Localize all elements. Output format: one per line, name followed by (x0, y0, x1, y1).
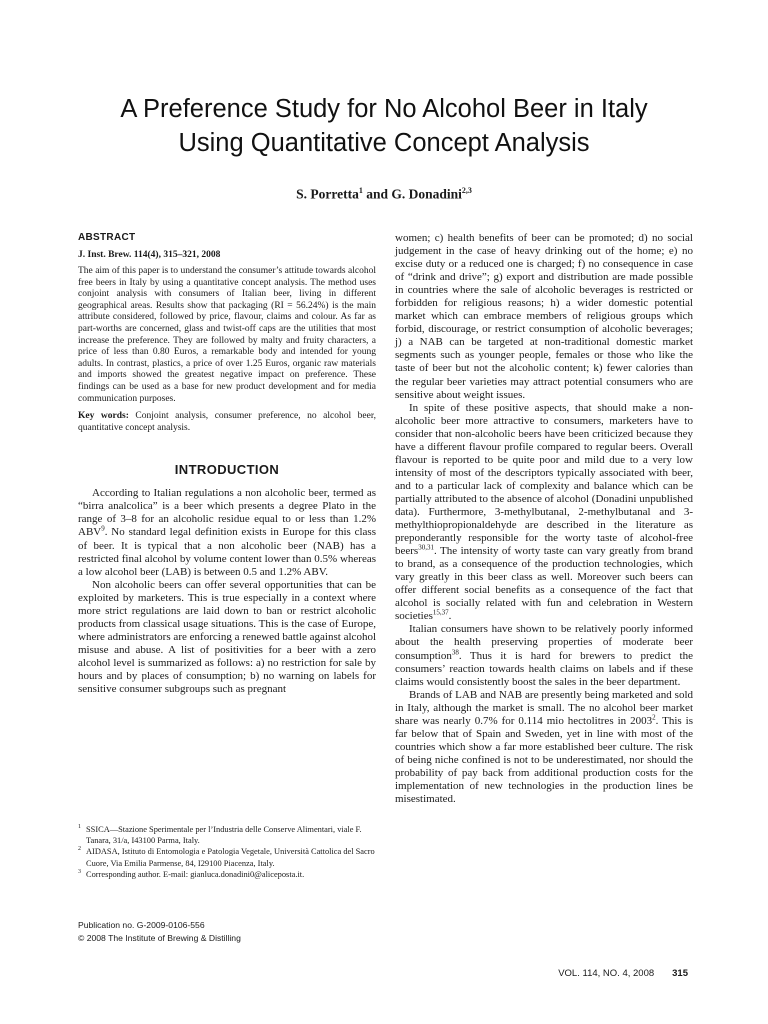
volume-info: VOL. 114, NO. 4, 2008 (558, 968, 655, 979)
right-paragraph-4 (395, 689, 693, 806)
keywords-label: Key words: (78, 411, 129, 422)
abstract-heading: ABSTRACT (78, 232, 136, 243)
intro-p1-text-a: According to Italian regulations a non alcoholic beer, termed as “birra analcolica” is a beer which presents a degree Plato in the range of 3–8 for an alcoholic residue equal to or less than 1.2% ABV (78, 487, 376, 539)
author-1: S. Porretta (296, 186, 359, 202)
intro-p1-reference: 9 (101, 524, 105, 533)
right-p3-reference: 38 (451, 647, 459, 656)
intro-paragraph-1 (78, 487, 376, 578)
right-paragraph-3 (395, 623, 693, 688)
publication-info (78, 919, 376, 945)
intro-paragraph-2: Non alcoholic beers can offer several opportunities that can be exploited by marketers. This is true especially in a context where more strict regulations are laid down to ban or restrict alcoholic products from classical usage situations. This is the case of Europe, where administrators are enforcing a renewed battle against alcohol misuse and abuse. A list of positivities for a beer with a zero alcohol level is summarized as follows: a) no restriction for sale by hours and by places of consumption; b) no warning on labels for sensitive consumer subgroups such as pregnant (78, 578, 376, 696)
article-title (60, 92, 708, 160)
right-column (395, 232, 693, 806)
page-footer (558, 968, 688, 979)
right-p2-reference-1: 30,31 (418, 543, 434, 552)
right-p3-text-b: . Thus it is hard for brewers to predict the consumers’ reaction towards health claims on labels and if these claims would consistently boost the sales in the beer department. (395, 649, 693, 688)
right-p4-text-a: Brands of LAB and NAB are presently being marketed and sold in Italy, although the market is small. The no alcohol beer market share was nearly 0.7% for 0.114 mio hectolitres in 2003 (395, 688, 693, 727)
title-line-1: A Preference Study for No Alcohol Beer in Italy (120, 95, 648, 123)
right-paragraph-1: women; c) health benefits of beer can be promoted; d) no social judgement in the case of heavy drinking out of the home; e) no excise duty or a reduced one is charged; f) no consequence in case of “drink and drive”; g) export and distribution are made possible in countries where the sale of alcoholic beverages is restricted or forbidden for religious reasons; h) a wider domestic potential market which can embrace members of religious groups which forbid, discourage, or restrict consumption of alcoholic beverages; j) a NAB can be targeted at non-traditional domestic market segments such as younger people, females or those who like the taste of beer but not the alcoholic content; k) fewer calories than the regular beer varieties may attract potential consumers who are sensitive about weight issues. (395, 232, 693, 401)
footnote-1-mark: 1 (78, 824, 81, 830)
right-p3-text-a: Italian consumers have shown to be relatively poorly informed about the health preserving properties of moderate beer consumption (395, 623, 693, 662)
author-2-affiliation: 2,3 (461, 186, 472, 195)
footnote-2-mark: 2 (78, 846, 81, 853)
author-line (60, 186, 708, 203)
footnote-1-text: SSICA—Stazione Sperimentale per l’Industria delle Conserve Alimentari, viale F. Tanara, 31/a, I43100 Parma, Italy. (86, 825, 362, 846)
introduction-heading: INTRODUCTION (174, 462, 280, 478)
right-p4-reference: 2 (652, 713, 656, 722)
right-paragraph-2 (395, 402, 693, 624)
title-line-2: Using Quantitative Concept Analysis (178, 129, 590, 157)
keywords-text: Conjoint analysis, consumer preference, no alcohol beer, quantitative concept analysis. (78, 411, 376, 433)
footnote-3-text: Corresponding author. E-mail: gianluca.donadini0@aliceposta.it. (86, 869, 305, 879)
author-2: G. Donadini (391, 186, 462, 202)
keywords (78, 411, 376, 434)
right-p2-text-b: . The intensity of worty taste can vary greatly from brand to brand, as a consequence of the production technologies, which vary greatly in this beer class as well. Moreover such beers can offer different social benefits as a consequence of the fact that alcohol is socially related with fun and celebration in Western societies (395, 545, 693, 623)
footnote-3 (78, 869, 376, 880)
copyright-notice: © 2008 The Institute of Brewing & Distilling (78, 933, 241, 943)
abstract-text: The aim of this paper is to understand the consumer’s attitude towards alcohol free beers in Italy by using a quantitative concept analysis. The method uses conjoint analysis with consumers of Italian beer, living in different geographical areas. Results show that packaging (RI = 56.24%) is the main attribute considered, followed by price, flavour, claims and colour. As far as part-worths are concerned, glass and twist-off caps are the utilities that most increase the preference. They are followed by malty and fruity characters, a price of less than 0.80 Euros, a remarkable body and intended for young adults. In contrast, plastics, a price of over 1.25 Euros, organic raw materials and imports showed the greatest negative impact on preference. These findings can be used as a base for new product development and for media communication purposes. (78, 266, 376, 404)
right-p2-reference-2: 15,37 (432, 608, 449, 617)
publication-number: Publication no. G-2009-0106-556 (78, 920, 205, 930)
footnote-3-mark: 3 (78, 868, 81, 875)
footnote-1 (78, 824, 376, 846)
author-joiner: and (362, 186, 392, 202)
footnote-2 (78, 846, 376, 868)
right-p2-text-a: In spite of these positive aspects, that should make a non-alcoholic beer more attractive to consumers, marketers have to consider that non-alcoholic beers have been criticized because they have a different flavour profile compared to regular beers. Overall flavour is reported to be quite poor and mild due to a very low intensity of most of the descriptors typically associated with beer, and to a particular lack of complexity and balance which can be partially attributed to the absence of alcohol (Donadini unpublished data). Furthermore, 3-methylbutanal, 2-methylbutanal and 3-methylthiopropionaldehyde are described in the literature as preponderantly responsible for the worty taste of alcohol-free beers (395, 401, 693, 558)
affiliation-footnotes (78, 824, 376, 880)
page-number: 315 (672, 968, 688, 979)
intro-p1-text-b: . No standard legal definition exists in Europe for this class of beer. It is typical that a non alcoholic beer (NAB) has a restricted final alcohol by volume content lower than 0.5% whereas a low alcohol beer (LAB) is between 0.5 and 1.2% ABV. (78, 526, 376, 578)
right-p2-text-c: . (448, 610, 452, 623)
left-column (78, 232, 376, 696)
journal-citation: J. Inst. Brew. 114(4), 315–321, 2008 (78, 250, 221, 260)
author-1-affiliation: 1 (358, 186, 363, 195)
footnote-2-text: AIDASA, Istituto di Entomologia e Patologia Vegetale, Università Cattolica del Sacro Cuore, Via Emilia Parmense, 84, I29100 Piacenza, Italy. (86, 847, 375, 868)
right-p4-text-b: . This is far below that of Spain and Sweden, yet in line with most of the countries which show a far more established beer culture. The risk of being niche confined is not to be underestimated, nor should the probability of pay back from additional production costs for the implementation of new technologies in the production lines be misestimated. (395, 714, 693, 806)
